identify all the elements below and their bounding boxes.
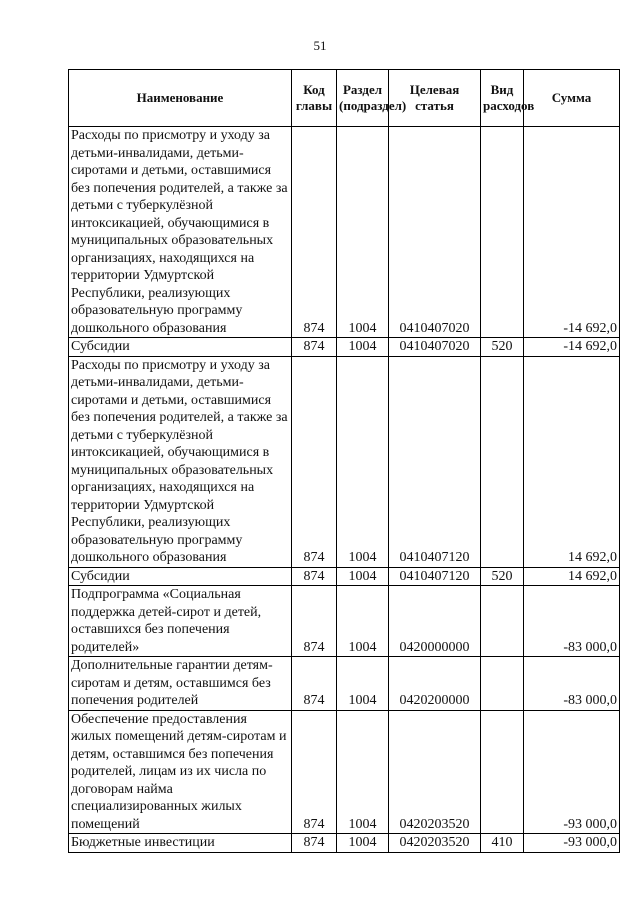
header-summa: Сумма bbox=[524, 70, 620, 127]
row-summa: 14 692,0 bbox=[524, 567, 620, 586]
header-name: Наименование bbox=[69, 70, 292, 127]
row-summa: -14 692,0 bbox=[524, 127, 620, 338]
row-name: Дополнительные гарантии детям-сиротам и детям, оставшимся без попечения родителей bbox=[69, 657, 292, 711]
table-row bbox=[69, 710, 620, 834]
table-row bbox=[69, 567, 620, 586]
row-name: Расходы по присмотру и уходу за детьми-инвалидами, детьми-сиротами и детьми, оставшимися без попечения родителей, а также за детьми с туберкулёзной интоксикацией, обучающимися в муниципальных образовательных организациях, находящихся на территории Удмуртской Республики, реализующих образовательную программу дошкольного образования bbox=[69, 356, 292, 567]
row-vid bbox=[481, 586, 524, 657]
row-statya: 0420000000 bbox=[389, 586, 481, 657]
row-kod: 874 bbox=[292, 657, 337, 711]
row-razdel: 1004 bbox=[337, 586, 389, 657]
row-vid bbox=[481, 657, 524, 711]
row-name: Обеспечение предоставления жилых помещений детям-сиротам и детям, оставшимся без попечения родителей, лицам из их числа по договорам найма специализированных жилых помещений bbox=[69, 710, 292, 834]
budget-table bbox=[68, 69, 620, 853]
row-statya: 0410407020 bbox=[389, 127, 481, 338]
row-kod: 874 bbox=[292, 834, 337, 853]
row-summa: -83 000,0 bbox=[524, 657, 620, 711]
row-summa: -93 000,0 bbox=[524, 834, 620, 853]
row-vid: 520 bbox=[481, 567, 524, 586]
row-razdel: 1004 bbox=[337, 338, 389, 357]
row-kod: 874 bbox=[292, 586, 337, 657]
table-row bbox=[69, 834, 620, 853]
row-name: Субсидии bbox=[69, 338, 292, 357]
row-razdel: 1004 bbox=[337, 567, 389, 586]
row-name: Бюджетные инвестиции bbox=[69, 834, 292, 853]
table-row bbox=[69, 356, 620, 567]
row-vid bbox=[481, 710, 524, 834]
row-statya: 0410407020 bbox=[389, 338, 481, 357]
header-razdel: Раздел (подраздел) bbox=[337, 70, 389, 127]
table-row bbox=[69, 586, 620, 657]
row-summa: -14 692,0 bbox=[524, 338, 620, 357]
row-statya: 0420203520 bbox=[389, 834, 481, 853]
row-statya: 0420200000 bbox=[389, 657, 481, 711]
row-razdel: 1004 bbox=[337, 356, 389, 567]
row-summa: -93 000,0 bbox=[524, 710, 620, 834]
table-row bbox=[69, 338, 620, 357]
row-vid: 520 bbox=[481, 338, 524, 357]
row-name: Расходы по присмотру и уходу за детьми-инвалидами, детьми-сиротами и детьми, оставшимися без попечения родителей, а также за детьми с туберкулёзной интоксикацией, обучающимися в муниципальных образовательных организациях, находящихся на территории Удмуртской Республики, реализующих образовательную программу дошкольного образования bbox=[69, 127, 292, 338]
row-razdel: 1004 bbox=[337, 657, 389, 711]
header-row bbox=[69, 70, 620, 127]
row-kod: 874 bbox=[292, 356, 337, 567]
header-celevaya-statya: Целевая статья bbox=[389, 70, 481, 127]
row-name: Субсидии bbox=[69, 567, 292, 586]
row-statya: 0410407120 bbox=[389, 567, 481, 586]
row-razdel: 1004 bbox=[337, 710, 389, 834]
row-name: Подпрограмма «Социальная поддержка детей-сирот и детей, оставшихся без попечения родителей» bbox=[69, 586, 292, 657]
row-razdel: 1004 bbox=[337, 834, 389, 853]
row-statya: 0410407120 bbox=[389, 356, 481, 567]
row-kod: 874 bbox=[292, 338, 337, 357]
row-summa: 14 692,0 bbox=[524, 356, 620, 567]
row-summa: -83 000,0 bbox=[524, 586, 620, 657]
header-vid-rashodov: Вид расходов bbox=[481, 70, 524, 127]
row-razdel: 1004 bbox=[337, 127, 389, 338]
row-kod: 874 bbox=[292, 567, 337, 586]
row-kod: 874 bbox=[292, 127, 337, 338]
table-row bbox=[69, 127, 620, 338]
row-vid: 410 bbox=[481, 834, 524, 853]
row-vid bbox=[481, 356, 524, 567]
table-row bbox=[69, 657, 620, 711]
row-kod: 874 bbox=[292, 710, 337, 834]
header-kod-glavy: Код главы bbox=[292, 70, 337, 127]
row-statya: 0420203520 bbox=[389, 710, 481, 834]
page-number: 51 bbox=[313, 38, 327, 53]
row-vid bbox=[481, 127, 524, 338]
